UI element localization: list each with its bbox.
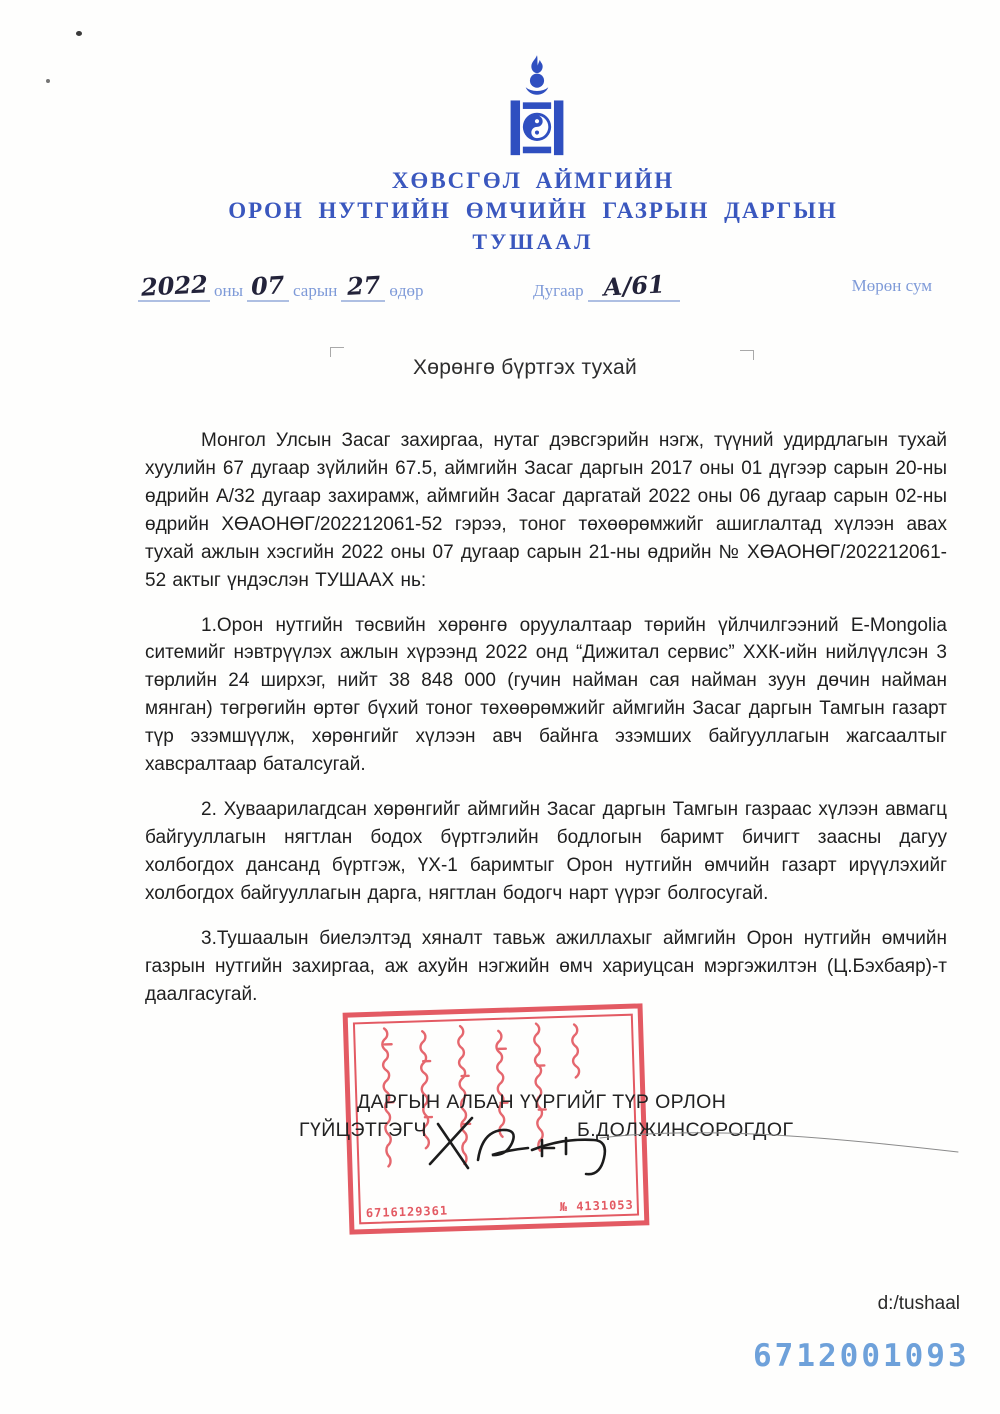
clause-2: 2. Хуваарилагдсан хөрөнгийг аймгийн Засаг даргын Тамгын газраас хүлээн авмагц байгууллагын нягтлан бодох бүртгэлийн бодлогын баримт бичигт заасны дагуу холбогдох дансанд бүртгэж, ҮХ-1 баримтыг Орон нутгийн өмчийн газарт ирүүлэхийг холбогдох байгууллагын дарга, нягтлан бодогч нарт үүрэг болгосугай. <box>145 799 947 904</box>
handwritten-number: А/61 <box>602 269 666 302</box>
clause-3: 3.Тушаалын биелэлтэд хяналт тавьж ажиллахыг аймгийн Орон нутгийн өмчийн газрын нутгийн захиргаа, аж ахуйн нэгжийн өмч хариуцсан мэргэжилтэн (Ц.Бэхбаяр)-т даалгасугай. <box>145 927 947 1005</box>
stamp-number-left: 6716129361 <box>365 1203 449 1221</box>
handwritten-month: 07 <box>250 270 286 301</box>
document-type: ТУШААЛ <box>472 228 594 254</box>
org-name-line1: ХӨВСГӨЛ АЙМГИЙН <box>391 168 675 193</box>
soyombo-emblem-icon <box>504 54 570 162</box>
scan-speck <box>76 31 82 36</box>
signature-title-line1: ДАРГЫН АЛБАН ҮҮРГИЙГ ТҮР ОРЛОН <box>357 1091 727 1113</box>
year-label: оны <box>214 281 244 300</box>
day-label: өдөр <box>389 281 424 300</box>
scan-speck <box>46 79 50 83</box>
footer-blue-stamp-number: 6712001093 <box>753 1338 970 1374</box>
signature-title-line2: ГҮЙЦЭТГЭГЧ <box>299 1119 427 1141</box>
letterhead <box>66 166 1000 255</box>
date-number-line <box>0 268 1000 310</box>
handwritten-day: 27 <box>345 270 381 301</box>
number-label: Дугаар <box>533 281 584 300</box>
stamp-number-right: № 4131053 <box>559 1197 634 1215</box>
number-group <box>533 269 680 302</box>
month-label: сарын <box>293 281 338 300</box>
document-body <box>145 427 947 1026</box>
handwritten-year: 2022 <box>139 269 209 302</box>
intro-paragraph: Монгол Улсын Засаг захиргаа, нутаг дэвсгэрийн нэгж, түүний удирдлагын тухай хуулийн 67 дугаар зүйлийн 67.5, аймгийн Засаг даргын 2017 оны 01 дүгээр сарын 20-ны өдрийн А/32 дугаар захирамж, аймгийн Засаг даргатай 2022 оны 06 дугаар сарын 02-ны өдрийн ХӨАОНӨГ/202212061-52 гэрээ, тоног төхөөрөмжийг ашиглалтад хүлээн авах тухай ажлын хэсгийн 2022 оны 07 дугаар сарын 21-ны өдрийн № ХӨАОНӨГ/202212061-52 актыг үндэслэн ТУШААХ нь: <box>145 430 947 591</box>
org-name-line2: ОРОН НУТГИЙН ӨМЧИЙН ГАЗРЫН ДАРГЫН <box>228 197 838 223</box>
signatory-name: Б.ДОЛЖИНСОРОГДОГ <box>577 1119 794 1141</box>
location-label: Мөрөн сум <box>851 276 932 295</box>
date-group <box>138 269 424 302</box>
file-path-note: d:/tushaal <box>877 1293 960 1314</box>
clause-1: 1.Орон нутгийн төсвийн хөрөнгө оруулалтаар төрийн үйлчилгээний E-Mongolia ситемийг нэвтрүүлэх ажлын хүрээнд 2022 онд “Дижитал сервис” ХХК-ийн нийлүүлсэн 3 төрлийн 24 ширхэг, нийт 38 848 000 (гучин найман сая найман зуун дөчин найман мянган) төгрөгийн өртөг бүхий тоног төхөөрөмжийг аймгийн Засаг даргын Тамгын газарт түр эзэмшүүлж, хөрөнгийг хүлээн авч байнга эзэмших байгууллагын жагсаалтыг хавсралтаар баталсугай. <box>145 614 947 776</box>
document-title: Хөрөнгө бүртгэх тухай <box>413 356 637 379</box>
